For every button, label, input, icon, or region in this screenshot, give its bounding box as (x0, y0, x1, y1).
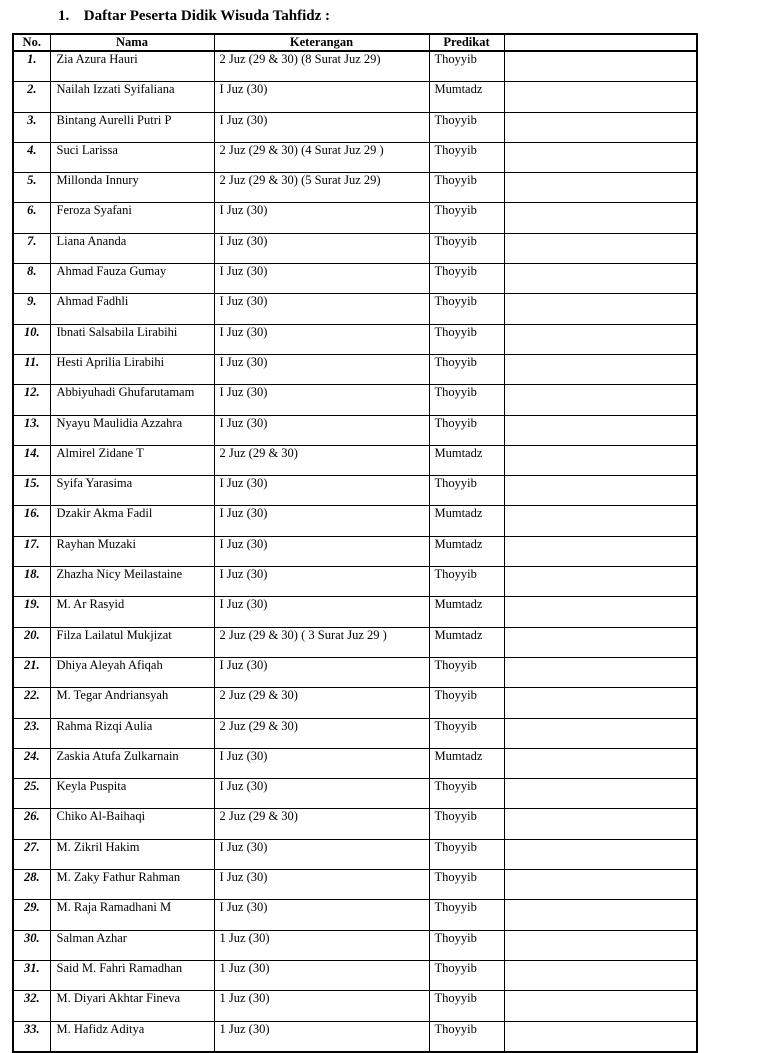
cell-predikat: Thoyyib (429, 930, 504, 960)
table-row (13, 233, 697, 263)
cell-extra (504, 567, 697, 597)
cell-nama: Zia Azura Hauri (50, 51, 214, 82)
cell-extra (504, 142, 697, 172)
cell-keterangan: 2 Juz (29 & 30) (214, 688, 429, 718)
cell-predikat: Thoyyib (429, 173, 504, 203)
cell-keterangan: 2 Juz (29 & 30) (214, 809, 429, 839)
table-body (13, 51, 697, 1052)
cell-predikat: Thoyyib (429, 112, 504, 142)
cell-predikat: Thoyyib (429, 900, 504, 930)
cell-keterangan: I Juz (30) (214, 597, 429, 627)
cell-keterangan: 1 Juz (30) (214, 960, 429, 990)
cell-no: 16. (13, 506, 50, 536)
cell-keterangan: I Juz (30) (214, 385, 429, 415)
table-row (13, 112, 697, 142)
table-row (13, 536, 697, 566)
cell-keterangan: I Juz (30) (214, 203, 429, 233)
cell-nama: Salman Azhar (50, 930, 214, 960)
cell-keterangan: I Juz (30) (214, 748, 429, 778)
cell-no: 24. (13, 748, 50, 778)
cell-extra (504, 112, 697, 142)
cell-no: 31. (13, 960, 50, 990)
cell-nama: Suci Larissa (50, 142, 214, 172)
cell-no: 18. (13, 567, 50, 597)
cell-no: 30. (13, 930, 50, 960)
table-row (13, 657, 697, 687)
cell-extra (504, 779, 697, 809)
cell-extra (504, 839, 697, 869)
table-row (13, 203, 697, 233)
table-row (13, 264, 697, 294)
participants-table (12, 33, 698, 1053)
cell-keterangan: I Juz (30) (214, 779, 429, 809)
cell-predikat: Thoyyib (429, 415, 504, 445)
cell-no: 7. (13, 233, 50, 263)
cell-nama: Abbiyuhadi Ghufarutamam (50, 385, 214, 415)
cell-predikat: Thoyyib (429, 354, 504, 384)
table-row (13, 294, 697, 324)
list-heading (58, 8, 330, 25)
cell-no: 6. (13, 203, 50, 233)
cell-predikat: Thoyyib (429, 960, 504, 990)
cell-extra (504, 809, 697, 839)
cell-no: 21. (13, 657, 50, 687)
cell-keterangan: 2 Juz (29 & 30) ( 3 Surat Juz 29 ) (214, 627, 429, 657)
cell-no: 23. (13, 718, 50, 748)
cell-predikat: Thoyyib (429, 324, 504, 354)
heading-number: 1. (58, 8, 70, 24)
cell-extra (504, 870, 697, 900)
cell-keterangan: I Juz (30) (214, 264, 429, 294)
cell-nama: Liana Ananda (50, 233, 214, 263)
cell-predikat: Thoyyib (429, 233, 504, 263)
cell-keterangan: 2 Juz (29 & 30) (5 Surat Juz 29) (214, 173, 429, 203)
cell-nama: M. Hafidz Aditya (50, 1021, 214, 1052)
cell-nama: Millonda Innury (50, 173, 214, 203)
table-row (13, 567, 697, 597)
table-row (13, 870, 697, 900)
table-row (13, 779, 697, 809)
table-row (13, 324, 697, 354)
cell-no: 11. (13, 354, 50, 384)
cell-no: 17. (13, 536, 50, 566)
table-row (13, 930, 697, 960)
cell-extra (504, 748, 697, 778)
table-row (13, 688, 697, 718)
cell-no: 1. (13, 51, 50, 82)
table-row (13, 476, 697, 506)
cell-keterangan: I Juz (30) (214, 112, 429, 142)
cell-predikat: Mumtadz (429, 82, 504, 112)
cell-predikat: Thoyyib (429, 718, 504, 748)
table-row (13, 1021, 697, 1052)
cell-nama: Bintang Aurelli Putri P (50, 112, 214, 142)
cell-extra (504, 960, 697, 990)
cell-extra (504, 173, 697, 203)
cell-nama: Chiko Al-Baihaqi (50, 809, 214, 839)
cell-keterangan: 1 Juz (30) (214, 930, 429, 960)
cell-no: 15. (13, 476, 50, 506)
cell-extra (504, 324, 697, 354)
table-row (13, 991, 697, 1021)
cell-nama: Dzakir Akma Fadil (50, 506, 214, 536)
cell-keterangan: I Juz (30) (214, 415, 429, 445)
cell-keterangan: I Juz (30) (214, 657, 429, 687)
cell-no: 10. (13, 324, 50, 354)
cell-no: 13. (13, 415, 50, 445)
cell-predikat: Thoyyib (429, 688, 504, 718)
cell-keterangan: I Juz (30) (214, 839, 429, 869)
cell-extra (504, 476, 697, 506)
table-row (13, 627, 697, 657)
table-row (13, 748, 697, 778)
cell-extra (504, 536, 697, 566)
cell-extra (504, 1021, 697, 1052)
cell-predikat: Thoyyib (429, 264, 504, 294)
cell-extra (504, 657, 697, 687)
cell-predikat: Mumtadz (429, 597, 504, 627)
cell-extra (504, 445, 697, 475)
cell-nama: Filza Lailatul Mukjizat (50, 627, 214, 657)
cell-keterangan: I Juz (30) (214, 536, 429, 566)
column-header-extra (504, 34, 697, 51)
cell-no: 8. (13, 264, 50, 294)
cell-nama: M. Tegar Andriansyah (50, 688, 214, 718)
table-row (13, 506, 697, 536)
cell-no: 28. (13, 870, 50, 900)
cell-nama: Rahma Rizqi Aulia (50, 718, 214, 748)
cell-predikat: Thoyyib (429, 809, 504, 839)
cell-nama: Zhazha Nicy Meilastaine (50, 567, 214, 597)
cell-extra (504, 415, 697, 445)
cell-predikat: Mumtadz (429, 748, 504, 778)
cell-nama: Syifa Yarasima (50, 476, 214, 506)
cell-keterangan: 2 Juz (29 & 30) (214, 718, 429, 748)
table-row (13, 597, 697, 627)
cell-extra (504, 597, 697, 627)
cell-keterangan: I Juz (30) (214, 870, 429, 900)
cell-no: 25. (13, 779, 50, 809)
cell-keterangan: 2 Juz (29 & 30) (214, 445, 429, 475)
table-row (13, 809, 697, 839)
cell-no: 29. (13, 900, 50, 930)
cell-keterangan: I Juz (30) (214, 506, 429, 536)
cell-predikat: Thoyyib (429, 991, 504, 1021)
cell-nama: Feroza Syafani (50, 203, 214, 233)
cell-no: 2. (13, 82, 50, 112)
cell-keterangan: I Juz (30) (214, 82, 429, 112)
cell-nama: Nailah Izzati Syifaliana (50, 82, 214, 112)
cell-nama: Ahmad Fadhli (50, 294, 214, 324)
cell-no: 5. (13, 173, 50, 203)
cell-extra (504, 294, 697, 324)
cell-no: 27. (13, 839, 50, 869)
cell-nama: M. Zaky Fathur Rahman (50, 870, 214, 900)
table-row (13, 82, 697, 112)
table-row (13, 385, 697, 415)
table-row (13, 51, 697, 82)
cell-no: 26. (13, 809, 50, 839)
table-row (13, 960, 697, 990)
cell-keterangan: 1 Juz (30) (214, 1021, 429, 1052)
cell-nama: Almirel Zidane T (50, 445, 214, 475)
cell-nama: Zaskia Atufa Zulkarnain (50, 748, 214, 778)
table-row (13, 354, 697, 384)
table-row (13, 173, 697, 203)
cell-extra (504, 82, 697, 112)
cell-no: 20. (13, 627, 50, 657)
cell-no: 14. (13, 445, 50, 475)
heading-text: Daftar Peserta Didik Wisuda Tahfidz : (83, 8, 331, 24)
cell-nama: Dhiya Aleyah Afiqah (50, 657, 214, 687)
cell-no: 12. (13, 385, 50, 415)
cell-predikat: Thoyyib (429, 1021, 504, 1052)
cell-no: 3. (13, 112, 50, 142)
cell-no: 33. (13, 1021, 50, 1052)
column-header-no: No. (13, 34, 50, 51)
cell-predikat: Mumtadz (429, 627, 504, 657)
cell-nama: M. Diyari Akhtar Fineva (50, 991, 214, 1021)
cell-no: 32. (13, 991, 50, 1021)
cell-nama: Hesti Aprilia Lirabihi (50, 354, 214, 384)
cell-nama: Rayhan Muzaki (50, 536, 214, 566)
cell-keterangan: I Juz (30) (214, 567, 429, 597)
cell-keterangan: I Juz (30) (214, 354, 429, 384)
cell-predikat: Thoyyib (429, 294, 504, 324)
cell-predikat: Thoyyib (429, 51, 504, 82)
cell-extra (504, 900, 697, 930)
cell-extra (504, 991, 697, 1021)
column-header-nama: Nama (50, 34, 214, 51)
cell-predikat: Thoyyib (429, 203, 504, 233)
cell-predikat: Thoyyib (429, 567, 504, 597)
cell-nama: Said M. Fahri Ramadhan (50, 960, 214, 990)
cell-keterangan: I Juz (30) (214, 233, 429, 263)
table-header-row (13, 34, 697, 51)
cell-no: 4. (13, 142, 50, 172)
cell-nama: Nyayu Maulidia Azzahra (50, 415, 214, 445)
cell-no: 22. (13, 688, 50, 718)
cell-extra (504, 264, 697, 294)
cell-predikat: Thoyyib (429, 476, 504, 506)
table-row (13, 142, 697, 172)
cell-extra (504, 385, 697, 415)
cell-nama: M. Zikril Hakim (50, 839, 214, 869)
column-header-predikat: Predikat (429, 34, 504, 51)
cell-predikat: Thoyyib (429, 779, 504, 809)
cell-extra (504, 718, 697, 748)
cell-no: 9. (13, 294, 50, 324)
cell-keterangan: 2 Juz (29 & 30) (4 Surat Juz 29 ) (214, 142, 429, 172)
cell-predikat: Thoyyib (429, 870, 504, 900)
cell-nama: Ibnati Salsabila Lirabihi (50, 324, 214, 354)
cell-nama: M. Ar Rasyid (50, 597, 214, 627)
table-row (13, 445, 697, 475)
cell-predikat: Mumtadz (429, 536, 504, 566)
cell-keterangan: I Juz (30) (214, 900, 429, 930)
cell-predikat: Thoyyib (429, 142, 504, 172)
cell-extra (504, 506, 697, 536)
cell-extra (504, 203, 697, 233)
column-header-keterangan: Keterangan (214, 34, 429, 51)
cell-predikat: Mumtadz (429, 445, 504, 475)
cell-predikat: Thoyyib (429, 657, 504, 687)
table-row (13, 900, 697, 930)
cell-keterangan: 1 Juz (30) (214, 991, 429, 1021)
cell-extra (504, 51, 697, 82)
cell-keterangan: I Juz (30) (214, 294, 429, 324)
cell-nama: M. Raja Ramadhani M (50, 900, 214, 930)
cell-keterangan: 2 Juz (29 & 30) (8 Surat Juz 29) (214, 51, 429, 82)
cell-extra (504, 930, 697, 960)
table-row (13, 839, 697, 869)
cell-no: 19. (13, 597, 50, 627)
cell-extra (504, 688, 697, 718)
cell-extra (504, 354, 697, 384)
cell-extra (504, 627, 697, 657)
cell-predikat: Thoyyib (429, 839, 504, 869)
cell-keterangan: I Juz (30) (214, 324, 429, 354)
table-row (13, 415, 697, 445)
cell-keterangan: I Juz (30) (214, 476, 429, 506)
cell-nama: Ahmad Fauza Gumay (50, 264, 214, 294)
cell-nama: Keyla Puspita (50, 779, 214, 809)
cell-extra (504, 233, 697, 263)
cell-predikat: Thoyyib (429, 385, 504, 415)
cell-predikat: Mumtadz (429, 506, 504, 536)
table-row (13, 718, 697, 748)
